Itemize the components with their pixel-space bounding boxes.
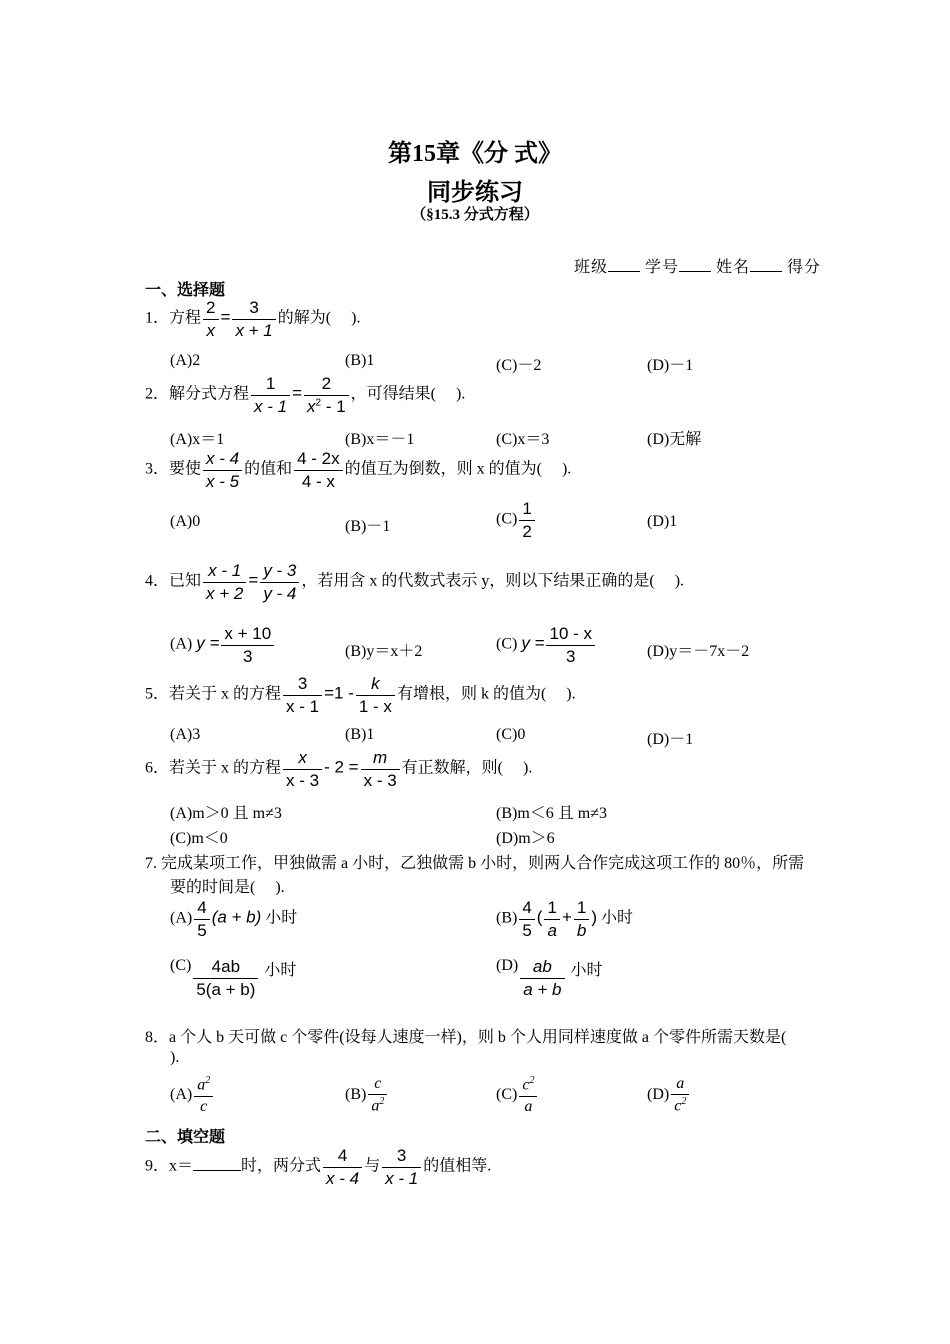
fraction: $\frac{1}{2}$ bbox=[519, 499, 534, 541]
option-d[interactable]: (D) $\frac{ab}{a + b}$ 小时 bbox=[496, 957, 603, 999]
fraction: $\frac{4ab}{5(a + b)}$ bbox=[193, 957, 258, 999]
section-label: （§15.3 分式方程） bbox=[411, 207, 539, 223]
q-number: 7. bbox=[145, 855, 157, 872]
chapter-title: 第15章《分 式》 bbox=[388, 141, 562, 167]
option-d[interactable]: (D) $\frac{a}{c^2}$ bbox=[647, 1075, 691, 1116]
option-a[interactable]: (A) $\frac{4}{5}$ (a + b) 小时 bbox=[170, 898, 298, 940]
question-7 bbox=[145, 850, 804, 873]
q-text: x＝ bbox=[169, 1157, 194, 1175]
fraction: $\frac{x}{x - 3}$ bbox=[283, 748, 322, 790]
fraction: $\frac{m}{x - 3}$ bbox=[361, 748, 400, 790]
option-b[interactable]: (B)m＜6 且 m≠3 bbox=[496, 805, 608, 822]
option-a[interactable]: (A)0 bbox=[170, 513, 201, 530]
option-a[interactable]: (A) y = $\frac{x + 10}{3}$ bbox=[170, 624, 276, 666]
question-5 bbox=[145, 674, 576, 716]
question-7-line2: 要的时间是( ). bbox=[170, 879, 285, 896]
option-c[interactable]: (C) $\frac{1}{2}$ bbox=[496, 499, 537, 541]
student-info bbox=[574, 254, 821, 277]
class-blank[interactable] bbox=[608, 271, 640, 272]
fraction: $\frac{4 - 2x}{4 - x}$ bbox=[294, 449, 343, 491]
score-label: 得分 bbox=[787, 259, 822, 276]
fraction: $\frac{1}{a}$ bbox=[544, 898, 559, 940]
question-9 bbox=[145, 1146, 491, 1188]
option-d[interactable]: (D)－1 bbox=[647, 731, 694, 748]
option-b[interactable]: (B) $\frac{c}{a^2}$ bbox=[345, 1075, 389, 1116]
question-3 bbox=[145, 449, 571, 491]
option-a[interactable]: (A) $\frac{a^2}{c}$ bbox=[170, 1075, 215, 1116]
question-2 bbox=[145, 374, 465, 416]
option-b[interactable]: (B)y＝x＋2 bbox=[345, 643, 423, 660]
q-text: 的解为( ). bbox=[277, 309, 361, 327]
option-c[interactable]: (C) $\frac{c^2}{a}$ bbox=[496, 1075, 539, 1116]
fraction: $\frac{a}{c^2}$ bbox=[671, 1075, 689, 1116]
option-c[interactable]: (C) $\frac{4ab}{5(a + b)}$ 小时 bbox=[170, 957, 297, 999]
option-b[interactable]: (B)－1 bbox=[345, 518, 391, 535]
option-c[interactable]: (C)m＜0 bbox=[170, 830, 228, 847]
q-number: 3． bbox=[145, 460, 170, 478]
id-label: 学号 bbox=[645, 259, 680, 276]
q-text: 有正数解，则( ). bbox=[401, 759, 533, 777]
fraction: $\frac{1}{b}$ bbox=[574, 898, 589, 940]
option-c[interactable]: (C)－2 bbox=[496, 357, 542, 374]
fraction: $\frac{1}{x - 1}$ bbox=[251, 374, 290, 416]
q-number: 5． bbox=[145, 685, 170, 703]
q-text: 的值互为倒数，则 x 的值为( ). bbox=[344, 460, 572, 478]
option-a[interactable]: (A)3 bbox=[170, 726, 201, 743]
fraction: $\frac{c^2}{a}$ bbox=[519, 1075, 537, 1116]
option-c[interactable]: (C) y = $\frac{10 - x}{3}$ bbox=[496, 624, 597, 666]
q-text: 已知 bbox=[169, 572, 202, 590]
option-b[interactable]: (B)x＝－1 bbox=[345, 431, 415, 448]
q-text: 时，两分式 bbox=[241, 1157, 322, 1175]
equals: = bbox=[248, 570, 259, 590]
option-d[interactable]: (D)m＞6 bbox=[496, 830, 555, 847]
name-blank[interactable] bbox=[750, 271, 782, 272]
section-choice: 一、选择题 bbox=[145, 282, 226, 299]
section-fill: 二、填空题 bbox=[145, 1129, 226, 1146]
fraction: $\frac{4}{x - 4}$ bbox=[323, 1146, 362, 1188]
answer-blank[interactable] bbox=[193, 1170, 241, 1171]
q-text: 若关于 x 的方程 bbox=[169, 759, 282, 777]
fraction: $\frac{3}{x - 1}$ bbox=[382, 1146, 421, 1188]
q-text: 的值相等. bbox=[423, 1157, 492, 1175]
q-text: 与 bbox=[364, 1157, 381, 1175]
fraction: $\frac{x - 4}{x - 5}$ bbox=[203, 449, 242, 491]
equation-mid: - 2 = bbox=[324, 757, 359, 777]
q-text: 若关于 x 的方程 bbox=[169, 685, 282, 703]
question-8 bbox=[145, 1024, 786, 1047]
option-c[interactable]: (C)x＝3 bbox=[496, 431, 550, 448]
q-number: 6． bbox=[145, 759, 170, 777]
option-d[interactable]: (D)无解 bbox=[647, 431, 702, 448]
fraction: $\frac{4}{5}$ bbox=[519, 898, 534, 940]
option-a[interactable]: (A)m＞0 且 m≠3 bbox=[170, 805, 282, 822]
fraction: $\frac{ab}{a + b}$ bbox=[520, 957, 564, 999]
q-text: 要使 bbox=[169, 460, 202, 478]
q-number: 9． bbox=[145, 1157, 170, 1175]
class-label: 班级 bbox=[574, 259, 609, 276]
q-number: 2． bbox=[145, 385, 170, 403]
option-a[interactable]: (A)2 bbox=[170, 352, 201, 369]
question-1 bbox=[145, 298, 360, 340]
fraction: $\frac{y - 3}{y - 4}$ bbox=[260, 561, 299, 603]
q-text: ，若用含 x 的代数式表示 y，则以下结果正确的是( ). bbox=[301, 572, 685, 590]
q-text: 有增根，则 k 的值为( ). bbox=[396, 685, 576, 703]
q-number: 1． bbox=[145, 309, 170, 327]
fraction: $\frac{4}{5}$ bbox=[194, 898, 209, 940]
option-a[interactable]: (A)x＝1 bbox=[170, 431, 225, 448]
equation-mid: =1 - bbox=[324, 683, 354, 703]
q-text: 完成某项工作，甲独做需 a 小时，乙独做需 b 小时，则两人合作完成这项工作的 80％，所需 bbox=[161, 855, 805, 872]
fraction: $\frac{c}{a^2}$ bbox=[368, 1075, 387, 1116]
fraction: $\frac{x + 10}{3}$ bbox=[221, 624, 274, 666]
id-blank[interactable] bbox=[679, 271, 711, 272]
option-d[interactable]: (D)1 bbox=[647, 513, 678, 530]
option-b[interactable]: (B)1 bbox=[345, 726, 375, 743]
question-8-line2: ). bbox=[170, 1049, 180, 1066]
question-4 bbox=[145, 561, 684, 603]
fraction: $\frac{2}{x^2 - 1}$ bbox=[304, 374, 349, 416]
q-text: 的值和 bbox=[244, 460, 293, 478]
fraction: $\frac{3}{x - 1}$ bbox=[283, 674, 322, 716]
q-text: 方程 bbox=[169, 309, 202, 327]
option-d[interactable]: (D)－1 bbox=[647, 357, 694, 374]
fraction: $\frac{x - 1}{x + 2}$ bbox=[203, 561, 246, 603]
q-number: 8． bbox=[145, 1029, 170, 1046]
fraction: $\frac{3}{x + 1}$ bbox=[232, 298, 275, 340]
q-text: ，可得结果( ). bbox=[350, 385, 466, 403]
subtitle: 同步练习 bbox=[427, 180, 523, 206]
name-label: 姓名 bbox=[716, 259, 751, 276]
fraction: $\frac{a^2}{c}$ bbox=[194, 1075, 213, 1116]
option-d[interactable]: (D)y＝－7x－2 bbox=[647, 643, 750, 660]
fraction: $\frac{2}{x}$ bbox=[203, 298, 218, 340]
fraction: $\frac{10 - x}{3}$ bbox=[546, 624, 595, 666]
q-text: a 个人 b 天可做 c 个零件(设每人速度一样)，则 b 个人用同样速度做 a 个零件所需天数是( bbox=[169, 1029, 787, 1046]
option-b[interactable]: (B) $\frac{4}{5}$ ( $\frac{1}{a}$ + $\frac{1}{b}$ ) 小时 bbox=[496, 898, 634, 940]
q-number: 4． bbox=[145, 572, 170, 590]
question-6 bbox=[145, 748, 532, 790]
fraction: $\frac{k}{1 - x}$ bbox=[356, 674, 395, 716]
option-c[interactable]: (C)0 bbox=[496, 726, 526, 743]
q-text: 解分式方程 bbox=[169, 385, 250, 403]
option-b[interactable]: (B)1 bbox=[345, 352, 375, 369]
equals: = bbox=[292, 383, 303, 403]
equals: = bbox=[220, 307, 231, 327]
